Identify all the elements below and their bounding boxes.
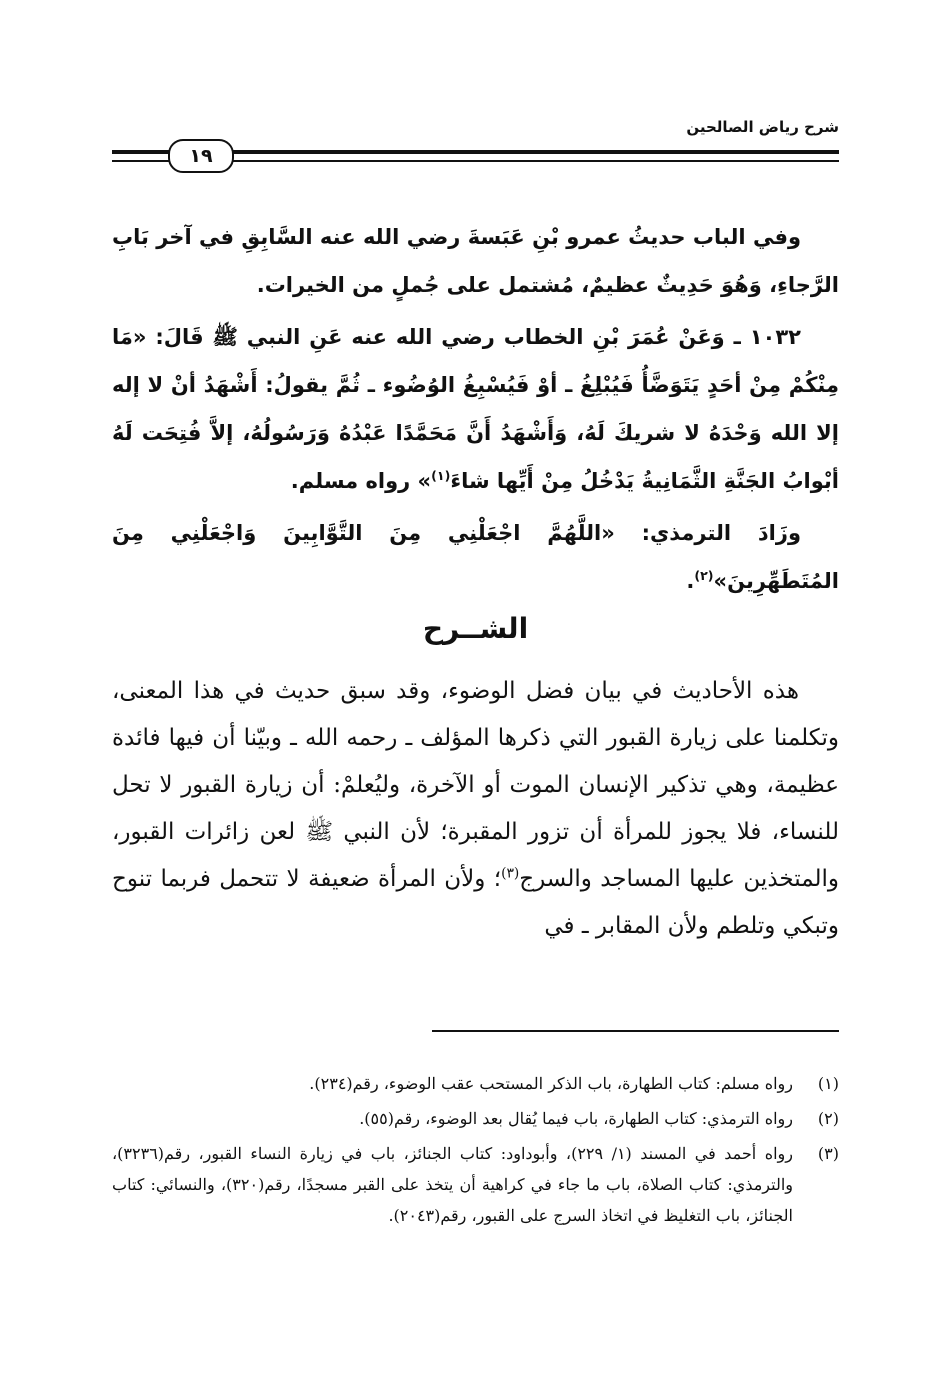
footnote-marker-2[interactable]: (٢) xyxy=(694,568,714,583)
footnote-separator xyxy=(432,1030,839,1032)
footnote-item-1 xyxy=(112,1068,839,1099)
footnote-number: (١) xyxy=(817,1074,839,1093)
footnote-item-3 xyxy=(112,1138,839,1231)
commentary-text-part1: هذه الأحاديث في بيان فضل الوضوء، وقد سبق حديث في هذا المعنى، وتكلمنا على زيارة القبور التي ذكرها المؤلف ـ رحمه الله ـ وبيّنا أن فيها فائدة عظيمة، وهي تذكير الإنسان الموت أو الآخرة، وليُعلمْ: أن زيارة القبور لا تحل للنساء، فلا يجوز للمرأة أن تزور المقبرة؛ لأن النبي ﷺ لعن زائرات القبور، والمتخذين عليها المساجد والسرج xyxy=(112,678,839,892)
footnote-item-2 xyxy=(112,1103,839,1134)
footnote-text: رواه أحمد في المسند (١/ ٢٢٩)، وأبوداود: كتاب الجنائز، باب في زيارة النساء القبور، رقم(٣٢٣٦)، والترمذي: كتاب الصلاة، باب ما جاء في كراهية أن يتخذ على القبر مسجدًا، رقم(٣٢٠)، والنسائي: كتاب الجنائز، باب التغليظ في اتخاذ السرج على القبور، رقم(٢٠٤٣). xyxy=(112,1144,793,1225)
commentary-text-part2: ؛ ولأن المرأة ضعيفة لا تتحمل فربما تنوح وتبكي وتلطم ولأن المقابر ـ في xyxy=(112,866,839,939)
hadith-addition-tail: . xyxy=(686,569,695,593)
hadith-addition-paragraph xyxy=(112,509,839,605)
hadith-main-tail: » رواه مسلم. xyxy=(290,469,432,493)
footnote-marker-3[interactable]: (٣) xyxy=(501,865,520,882)
page-number-badge xyxy=(168,139,234,173)
hadith-intro-paragraph: وفي الباب حديثُ عمرو بْنِ عَبَسةَ رضي الله عنه السَّابِقِ في آخر بَابِ الرَّجاءِ، وَهُوَ حَدِيثٌ عظيمٌ، مُشتمل على جُملٍ من الخيرات. xyxy=(112,225,839,297)
footnotes-list xyxy=(112,1068,839,1235)
running-header-title: شرح رياض الصالحين xyxy=(686,118,839,136)
footnote-number: (٣) xyxy=(817,1144,839,1163)
commentary-section xyxy=(112,668,839,950)
commentary-paragraph xyxy=(112,668,839,950)
footnote-number: (٢) xyxy=(817,1109,839,1128)
hadith-section xyxy=(112,213,839,609)
commentary-heading: الشــرح xyxy=(422,612,529,645)
hadith-main-text: ١٠٣٢ ـ وَعَنْ عُمَرَ بْنِ الخطاب رضي الله عنه عَنِ النبي ﷺ قَالَ: «مَا مِنْكُمْ مِنْ أحَدٍ يَتَوَضَّأُ فَيُبْلِغُ ـ أوْ فَيُسْبِغُ الوُضُوء ـ ثُمَّ يقولُ: أَشْهَدُ أنْ لا إله إلا الله وَحْدَهُ لا شريكَ لَهُ، وَأَشْهَدُ أَنَّ مَحَمَّدًا عَبْدُهُ وَرَسُولُهُ، إلاَّ فُتِحَت لَهُ أبْوابُ الجَنَّةِ الثَّمَانِيةُ يَدْخُلُ مِنْ أَيِّها شاءَ xyxy=(112,325,839,493)
footnote-text: رواه الترمذي: كتاب الطهارة، باب فيما يُقال بعد الوضوء، رقم(٥٥). xyxy=(359,1109,793,1128)
footnote-marker-1[interactable]: (١) xyxy=(431,468,451,483)
hadith-main-paragraph xyxy=(112,313,839,505)
page-number: ١٩ xyxy=(189,145,213,167)
hadith-addition-text: وزَادَ الترمذي: «اللَّهُمَّ اجْعَلْنِي مِنَ التَّوَّابِينَ وَاجْعَلْنِي مِنَ المُتَطَهِّرِينَ» xyxy=(112,521,839,593)
footnote-text: رواه مسلم: كتاب الطهارة، باب الذكر المستحب عقب الوضوء، رقم(٢٣٤). xyxy=(309,1074,793,1093)
